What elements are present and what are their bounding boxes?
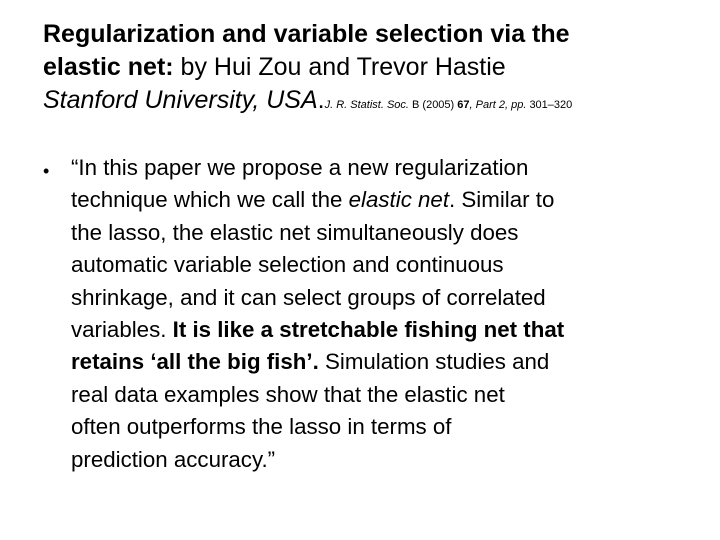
quote-line-9-text: often outperforms the lasso in terms of xyxy=(71,414,452,440)
citation-series: B (2005) xyxy=(412,99,458,111)
title-line-3 xyxy=(43,84,713,122)
quote-line-8 xyxy=(71,379,686,411)
citation-volume: 67 xyxy=(457,99,470,111)
quote-text xyxy=(71,152,686,476)
quote-line-9 xyxy=(71,411,686,443)
quote-line-6-bold: It is like a stretchable fishing net that xyxy=(172,317,565,343)
quote-line-10 xyxy=(71,444,686,476)
quote-line-6-pre: variables. xyxy=(71,317,173,343)
quote-line-7-bold: retains ‘all the big fish’. xyxy=(71,349,319,375)
citation-part: , Part 2, pp. xyxy=(469,99,530,111)
quote-line-5 xyxy=(71,282,686,314)
bullet-marker: • xyxy=(43,161,50,181)
quote-line-7-post: Simulation studies and xyxy=(318,349,550,375)
citation xyxy=(325,99,573,111)
quote-line-8-text: real data examples show that the elastic net xyxy=(71,381,505,407)
quote-line-3 xyxy=(71,217,686,249)
slide-title xyxy=(43,18,713,122)
paper-title-part-2: elastic net: xyxy=(43,53,174,81)
affiliation: Stanford University, USA xyxy=(43,86,318,114)
quote-line-6 xyxy=(71,314,686,346)
authors: by Hui Zou and Trevor Hastie xyxy=(173,53,506,81)
citation-journal: J. R. Statist. Soc. xyxy=(324,99,413,111)
quote-line-10-text: prediction accuracy.” xyxy=(71,446,276,472)
quote-line-3-text: the lasso, the elastic net simultaneously does xyxy=(71,219,519,245)
quote-line-2-italic: elastic net xyxy=(348,187,450,213)
quote-line-2 xyxy=(71,184,686,216)
quote-line-1-text: “In this paper we propose a new regularization xyxy=(71,155,529,180)
quote-line-1 xyxy=(71,152,686,184)
quote-line-4 xyxy=(71,249,686,281)
title-line-1 xyxy=(43,18,713,51)
title-line-2 xyxy=(43,51,713,84)
quote-line-5-text: shrinkage, and it can select groups of correlated xyxy=(71,284,546,310)
quote-line-4-text: automatic variable selection and continuous xyxy=(71,252,504,278)
quote-line-2-post: . Similar to xyxy=(449,187,555,213)
quote-line-7 xyxy=(71,346,686,378)
quote-line-2-pre: technique which we call the xyxy=(71,187,349,213)
citation-pages: 301–320 xyxy=(529,99,573,111)
affiliation-period: . xyxy=(317,86,325,114)
paper-title-part-1: Regularization and variable selection via the xyxy=(43,20,570,48)
